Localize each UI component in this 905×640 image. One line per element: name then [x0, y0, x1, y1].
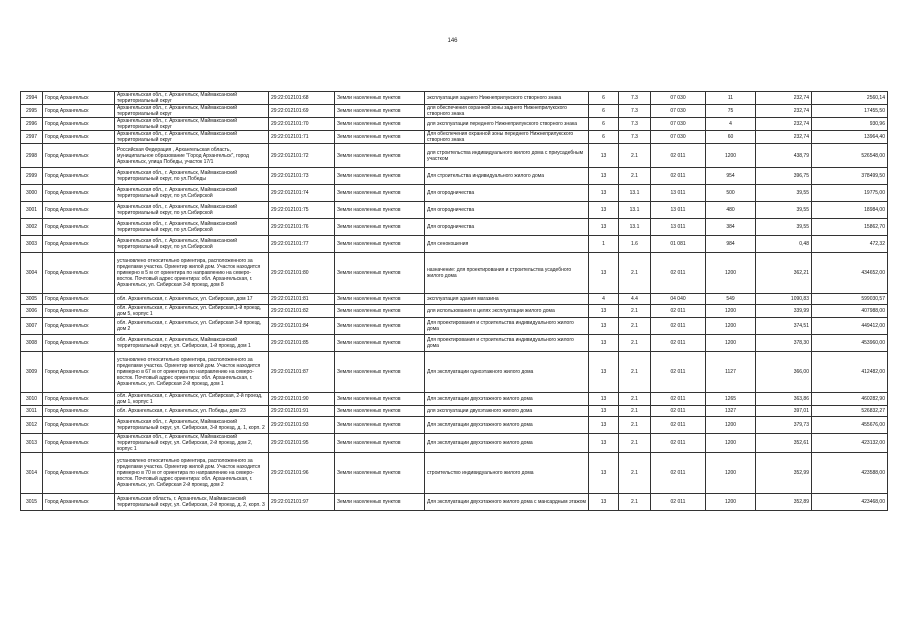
- cell-category: Земли населенных пунктов: [335, 118, 425, 131]
- page-number: 146: [447, 38, 458, 44]
- cell-rate: 39,55: [756, 202, 812, 219]
- cell-cad: 29:22:012101:71: [269, 131, 335, 144]
- cell-use: Для эксплуатации одноэтажного жилого дома: [425, 352, 589, 393]
- cell-cad: 29:22:012101:96: [269, 453, 335, 494]
- table-row: [21, 305, 888, 318]
- cell-category: Земли населенных пунктов: [335, 453, 425, 494]
- cell-area: 1200: [706, 253, 756, 294]
- cell-zone: 13: [589, 406, 619, 417]
- cell-zone: 13: [589, 168, 619, 185]
- cell-rate: 232,74: [756, 92, 812, 105]
- cell-city: Город Архангельск: [43, 494, 115, 511]
- cell-num: 3004: [21, 253, 43, 294]
- cell-zone: 13: [589, 202, 619, 219]
- cell-category: Земли населенных пунктов: [335, 131, 425, 144]
- cell-cad: 29:22:012101:74: [269, 185, 335, 202]
- table-row: [21, 494, 888, 511]
- cell-code: 02 011: [651, 253, 706, 294]
- cell-use: Для проектирования и строительства индивидуального жилого дома: [425, 335, 589, 352]
- cell-area: 1327: [706, 406, 756, 417]
- cell-address: Архангельская обл., г. Архангельск, Маймаксанский территориальный округ: [115, 105, 269, 118]
- cell-use: эксплуатация заднего Нижнеприлукского створного знака: [425, 92, 589, 105]
- cell-address: Архангельская обл., г. Архангельск, Маймаксанский территориальный округ, ул. Сибирская, 3-й проезд, д. 1, корп. 2: [115, 417, 269, 434]
- cell-city: Город Архангельск: [43, 417, 115, 434]
- cell-value: 19775,00: [812, 185, 888, 202]
- cell-address: Архангельская область, г. Архангельск, Маймаксанский территориальный округ, ул. Сибирская, 2-й проезд, д. 2, корп. 3: [115, 494, 269, 511]
- cell-category: Земли населенных пунктов: [335, 202, 425, 219]
- cell-address: установлено относительно ориентира, расположенного за пределами участка. Ориентир жилой дом. Участок находится примерно в 70 м от ориентира по направлению на северо-восток. Почтовый адрес ориентира: обл. Архангельская, г. Архангельск, ул. Сибирская 2-й проезд, дом 2: [115, 453, 269, 494]
- cell-address: Российская Федерация , Архангельская область, муниципальное образование "Город Архангельск", город Архангельск, улица Победы, участок 17/1: [115, 144, 269, 168]
- cell-value: 930,96: [812, 118, 888, 131]
- cell-c7: 2.1: [619, 434, 651, 453]
- cell-num: 3000: [21, 185, 43, 202]
- cell-category: Земли населенных пунктов: [335, 236, 425, 253]
- cell-city: Город Архангельск: [43, 105, 115, 118]
- cell-cad: 29:22:012101:76: [269, 219, 335, 236]
- cell-num: 3008: [21, 335, 43, 352]
- cell-cad: 29:22:012101:85: [269, 335, 335, 352]
- cell-rate: 379,73: [756, 417, 812, 434]
- cell-rate: 39,55: [756, 185, 812, 202]
- cell-use: Для эксплуатации двухэтажного жилого дома с мансардным этажом: [425, 494, 589, 511]
- cell-rate: 352,89: [756, 494, 812, 511]
- cell-code: 04 040: [651, 294, 706, 305]
- table-row: [21, 453, 888, 494]
- cell-code: 07 030: [651, 131, 706, 144]
- cell-num: 3014: [21, 453, 43, 494]
- cell-cad: 29:22:012101:87: [269, 352, 335, 393]
- cell-rate: 0,48: [756, 236, 812, 253]
- cell-code: 01 081: [651, 236, 706, 253]
- cell-num: 3009: [21, 352, 43, 393]
- cell-address: обл. Архангельская, г. Архангельск, ул. Сибирская 3-й проезд, дом 2: [115, 318, 269, 335]
- cell-rate: 1090,83: [756, 294, 812, 305]
- cell-rate: 374,51: [756, 318, 812, 335]
- cell-city: Город Архангельск: [43, 406, 115, 417]
- cell-value: 2560,14: [812, 92, 888, 105]
- cell-address: Архангельская обл., г. Архангельск, Маймаксанский территориальный округ, ул. Сибирская, 2-й проезд, дом 2, корпус 1: [115, 434, 269, 453]
- cell-category: Земли населенных пунктов: [335, 406, 425, 417]
- cell-city: Город Архангельск: [43, 305, 115, 318]
- cell-num: 2994: [21, 92, 43, 105]
- table-row: [21, 185, 888, 202]
- cell-category: Земли населенных пунктов: [335, 253, 425, 294]
- cell-c7: 2.1: [619, 494, 651, 511]
- cell-category: Земли населенных пунктов: [335, 294, 425, 305]
- cell-zone: 13: [589, 434, 619, 453]
- cell-use: Для строительства индивидуального жилого дома: [425, 168, 589, 185]
- cell-city: Город Архангельск: [43, 92, 115, 105]
- cell-c7: 13.1: [619, 202, 651, 219]
- cell-rate: 232,74: [756, 131, 812, 144]
- cell-zone: 6: [589, 92, 619, 105]
- cell-cad: 29:22:012101:69: [269, 105, 335, 118]
- cell-address: Архангельская обл., г. Архангельск, Маймаксанский территориальный округ, по ул.Сибирской: [115, 185, 269, 202]
- cell-value: 423588,00: [812, 453, 888, 494]
- cell-area: 4: [706, 118, 756, 131]
- cell-address: Архангельская обл., г. Архангельск, Маймаксанский территориальный округ, по ул.Победы: [115, 168, 269, 185]
- cell-category: Земли населенных пунктов: [335, 494, 425, 511]
- cell-city: Город Архангельск: [43, 335, 115, 352]
- cell-value: 526832,27: [812, 406, 888, 417]
- cell-zone: 13: [589, 318, 619, 335]
- cell-value: 407988,00: [812, 305, 888, 318]
- cell-category: Земли населенных пунктов: [335, 305, 425, 318]
- cell-rate: 397,01: [756, 406, 812, 417]
- cell-zone: 13: [589, 352, 619, 393]
- cell-zone: 13: [589, 219, 619, 236]
- cell-code: 02 011: [651, 144, 706, 168]
- cell-c7: 7.3: [619, 118, 651, 131]
- cell-zone: 6: [589, 105, 619, 118]
- cell-use: Для огородничества: [425, 185, 589, 202]
- cell-area: 60: [706, 131, 756, 144]
- cell-c7: 2.1: [619, 144, 651, 168]
- cell-address: обл. Архангельская, г. Архангельск, ул. Сибирская, 2-й проезд, дом 1, корпус 1: [115, 393, 269, 406]
- cell-use: Для обеспечения охранной зоны переднего Нижнеприлукского створного знака: [425, 131, 589, 144]
- cell-rate: 39,55: [756, 219, 812, 236]
- cell-use: Для эксплуатации двухэтажного жилого дома: [425, 434, 589, 453]
- cell-use: Для эксплуатации двухэтажного жилого дома: [425, 417, 589, 434]
- cell-value: 17455,50: [812, 105, 888, 118]
- table-row: [21, 318, 888, 335]
- cell-code: 13 011: [651, 202, 706, 219]
- cell-c7: 2.1: [619, 352, 651, 393]
- cell-code: 02 011: [651, 494, 706, 511]
- cell-rate: 366,00: [756, 352, 812, 393]
- cell-zone: 13: [589, 305, 619, 318]
- cell-address: Архангельская обл., г. Архангельск, Маймаксанский территориальный округ, по ул.Сибирской: [115, 219, 269, 236]
- cell-code: 13 011: [651, 219, 706, 236]
- cell-zone: 13: [589, 335, 619, 352]
- cell-c7: 1.6: [619, 236, 651, 253]
- cell-zone: 13: [589, 185, 619, 202]
- cell-city: Город Архангельск: [43, 118, 115, 131]
- cell-zone: 1: [589, 236, 619, 253]
- cell-c7: 2.1: [619, 168, 651, 185]
- table-row: [21, 236, 888, 253]
- cell-use: строительство индивидуального жилого дома: [425, 453, 589, 494]
- cell-num: 2999: [21, 168, 43, 185]
- cell-use: для эксплуатации переднего Нижнеприлукского створного знака: [425, 118, 589, 131]
- table-row: [21, 118, 888, 131]
- cell-num: 2997: [21, 131, 43, 144]
- table-row: [21, 406, 888, 417]
- cell-category: Земли населенных пунктов: [335, 92, 425, 105]
- cell-cad: 29:22:012101:81: [269, 294, 335, 305]
- table-row: [21, 294, 888, 305]
- cell-zone: 4: [589, 294, 619, 305]
- cell-value: 453960,00: [812, 335, 888, 352]
- cell-value: 526548,00: [812, 144, 888, 168]
- cell-num: 3002: [21, 219, 43, 236]
- cell-city: Город Архангельск: [43, 393, 115, 406]
- cell-c7: 2.1: [619, 406, 651, 417]
- cell-c7: 13.1: [619, 185, 651, 202]
- cell-city: Город Архангельск: [43, 294, 115, 305]
- table-row: [21, 219, 888, 236]
- table-row: [21, 352, 888, 393]
- cell-num: 3012: [21, 417, 43, 434]
- cell-num: 3013: [21, 434, 43, 453]
- cell-city: Город Архангельск: [43, 318, 115, 335]
- cell-cad: 29:22:012101:95: [269, 434, 335, 453]
- cell-rate: 362,21: [756, 253, 812, 294]
- table-row: [21, 253, 888, 294]
- cell-address: обл. Архангельская, г. Архангельск, ул. Победы, дом 23: [115, 406, 269, 417]
- cell-city: Город Архангельск: [43, 453, 115, 494]
- cell-zone: 13: [589, 417, 619, 434]
- land-plots-table: [20, 91, 888, 511]
- cell-c7: 2.1: [619, 393, 651, 406]
- cell-num: 3003: [21, 236, 43, 253]
- cell-num: 3007: [21, 318, 43, 335]
- cell-code: 02 011: [651, 453, 706, 494]
- cell-value: 455676,00: [812, 417, 888, 434]
- cell-rate: 339,99: [756, 305, 812, 318]
- cell-area: 75: [706, 105, 756, 118]
- cell-cad: 29:22:012101:93: [269, 417, 335, 434]
- cell-zone: 13: [589, 393, 619, 406]
- cell-city: Город Архангельск: [43, 219, 115, 236]
- cell-city: Город Архангельск: [43, 352, 115, 393]
- cell-use: Для эксплуатации двухэтажного жилого дома: [425, 393, 589, 406]
- cell-num: 3005: [21, 294, 43, 305]
- cell-c7: 2.1: [619, 305, 651, 318]
- cell-code: 02 011: [651, 417, 706, 434]
- cell-use: для эксплуатации двухэтажного жилого дома: [425, 406, 589, 417]
- cell-use: назначение: для проектирования и строительства усадебного жилого дома: [425, 253, 589, 294]
- cell-rate: 232,74: [756, 118, 812, 131]
- cell-value: 412482,00: [812, 352, 888, 393]
- cell-cad: 29:22:012101:77: [269, 236, 335, 253]
- cell-cad: 29:22:012101:84: [269, 318, 335, 335]
- cell-c7: 4.4: [619, 294, 651, 305]
- cell-value: 378499,50: [812, 168, 888, 185]
- cell-area: 549: [706, 294, 756, 305]
- cell-code: 07 030: [651, 92, 706, 105]
- cell-category: Земли населенных пунктов: [335, 168, 425, 185]
- cell-c7: 7.3: [619, 105, 651, 118]
- cell-code: 07 030: [651, 105, 706, 118]
- cell-num: 3006: [21, 305, 43, 318]
- cell-city: Город Архангельск: [43, 144, 115, 168]
- cell-num: 2996: [21, 118, 43, 131]
- cell-address: Архангельская обл., г. Архангельск, Маймаксанский территориальный округ: [115, 92, 269, 105]
- cell-area: 1265: [706, 393, 756, 406]
- cell-category: Земли населенных пунктов: [335, 185, 425, 202]
- cell-cad: 29:22:012101:90: [269, 393, 335, 406]
- cell-area: 384: [706, 219, 756, 236]
- table-row: [21, 144, 888, 168]
- cell-value: 449412,00: [812, 318, 888, 335]
- cell-code: 02 011: [651, 335, 706, 352]
- cell-value: 423468,00: [812, 494, 888, 511]
- cell-value: 423132,00: [812, 434, 888, 453]
- cell-value: 15862,70: [812, 219, 888, 236]
- cell-code: 13 011: [651, 185, 706, 202]
- cell-rate: 232,74: [756, 105, 812, 118]
- cell-code: 02 011: [651, 393, 706, 406]
- cell-city: Город Архангельск: [43, 202, 115, 219]
- cell-zone: 13: [589, 494, 619, 511]
- cell-address: установлено относительно ориентира, расположенного за пределами участка. Ориентир жилой дом. Участок находится примерно в 67 м от ориентира по направлению на северо-восток. Почтовый адрес ориентира: обл. Архангельская, г. Архангельск, ул. Сибирская 2-й проезд, дом 1: [115, 352, 269, 393]
- cell-city: Город Архангельск: [43, 185, 115, 202]
- cell-cad: 29:22:012101:75: [269, 202, 335, 219]
- cell-area: 1200: [706, 144, 756, 168]
- cell-category: Земли населенных пунктов: [335, 144, 425, 168]
- cell-address: обл. Архангельская, г. Архангельск, ул. Сибирская, дом 17: [115, 294, 269, 305]
- table-row: [21, 434, 888, 453]
- cell-category: Земли населенных пунктов: [335, 335, 425, 352]
- cell-address: обл. Архангельская, г. Архангельск, ул. Сибирская,1-й проезд, дом 5, корпус 1: [115, 305, 269, 318]
- cell-zone: 13: [589, 144, 619, 168]
- cell-use: Для огородничества: [425, 219, 589, 236]
- cell-city: Город Архангельск: [43, 253, 115, 294]
- cell-area: 1200: [706, 305, 756, 318]
- cell-category: Земли населенных пунктов: [335, 219, 425, 236]
- cell-area: 11: [706, 92, 756, 105]
- cell-cad: 29:22:012101:82: [269, 305, 335, 318]
- table-row: [21, 168, 888, 185]
- cell-area: 1200: [706, 453, 756, 494]
- cell-value: 460282,90: [812, 393, 888, 406]
- cell-code: 02 011: [651, 318, 706, 335]
- cell-category: Земли населенных пунктов: [335, 318, 425, 335]
- cell-c7: 2.1: [619, 453, 651, 494]
- cell-city: Город Архангельск: [43, 434, 115, 453]
- cell-rate: 438,79: [756, 144, 812, 168]
- cell-cad: 29:22:012101:97: [269, 494, 335, 511]
- table-row: [21, 393, 888, 406]
- cell-num: 3010: [21, 393, 43, 406]
- table-row: [21, 202, 888, 219]
- cell-rate: 363,86: [756, 393, 812, 406]
- cell-value: 599030,57: [812, 294, 888, 305]
- cell-num: 3001: [21, 202, 43, 219]
- cell-area: 1200: [706, 494, 756, 511]
- cell-address: Архангельская обл., г. Архангельск, Маймаксанский территориальный округ: [115, 118, 269, 131]
- cell-cad: 29:22:012101:80: [269, 253, 335, 294]
- table-row: [21, 92, 888, 105]
- cell-area: 1200: [706, 335, 756, 352]
- cell-cad: 29:22:012101:68: [269, 92, 335, 105]
- cell-address: Архангельская обл., г. Архангельск, Маймаксанский территориальный округ, по ул.Сибирской: [115, 236, 269, 253]
- cell-code: 07 030: [651, 118, 706, 131]
- cell-address: Архангельская обл., г. Архангельск, Маймаксанский территориальный округ, по ул.Сибирской: [115, 202, 269, 219]
- cell-use: для строительства индивидуального жилого дома с приусадебным участком: [425, 144, 589, 168]
- cell-use: для обеспечения охранной зоны заднего Нижнеприлукского створного знака: [425, 105, 589, 118]
- cell-c7: 2.1: [619, 318, 651, 335]
- cell-zone: 6: [589, 131, 619, 144]
- cell-use: Для огородничества: [425, 202, 589, 219]
- cell-address: установлено относительно ориентира, расположенного за пределами участка. Ориентир жилой дом. Участок находится примерно в 5 м от ориентира по направлению на северо-восток. Почтовый адрес ориентира: обл. Архангельская, г. Архангельск, ул. Сибирская 3-й проезд, дом 8: [115, 253, 269, 294]
- cell-area: 1127: [706, 352, 756, 393]
- table-row: [21, 417, 888, 434]
- cell-use: Для сенокошения: [425, 236, 589, 253]
- cell-c7: 2.1: [619, 335, 651, 352]
- cell-code: 02 011: [651, 352, 706, 393]
- cell-area: 1200: [706, 318, 756, 335]
- cell-num: 2998: [21, 144, 43, 168]
- cell-rate: 378,30: [756, 335, 812, 352]
- cell-num: 3011: [21, 406, 43, 417]
- cell-area: 1200: [706, 417, 756, 434]
- cell-category: Земли населенных пунктов: [335, 352, 425, 393]
- cell-area: 500: [706, 185, 756, 202]
- cell-code: 02 011: [651, 406, 706, 417]
- table-row: [21, 131, 888, 144]
- cell-c7: 2.1: [619, 253, 651, 294]
- cell-rate: 396,75: [756, 168, 812, 185]
- cell-c7: 7.3: [619, 92, 651, 105]
- cell-code: 02 011: [651, 168, 706, 185]
- table-row: [21, 105, 888, 118]
- cell-cad: 29:22:012101:72: [269, 144, 335, 168]
- cell-cad: 29:22:012101:73: [269, 168, 335, 185]
- cell-value: 472,32: [812, 236, 888, 253]
- cell-c7: 7.3: [619, 131, 651, 144]
- cell-area: 1200: [706, 434, 756, 453]
- cell-value: 434652,00: [812, 253, 888, 294]
- cell-category: Земли населенных пунктов: [335, 434, 425, 453]
- cell-value: 13964,40: [812, 131, 888, 144]
- cell-cad: 29:22:012101:91: [269, 406, 335, 417]
- cell-area: 480: [706, 202, 756, 219]
- cell-code: 02 011: [651, 305, 706, 318]
- cell-rate: 352,61: [756, 434, 812, 453]
- cell-category: Земли населенных пунктов: [335, 393, 425, 406]
- cell-rate: 352,99: [756, 453, 812, 494]
- cell-address: обл. Архангельская, г. Архангельск, Маймаксанский территориальный округ, ул. Сибирская, 1-й проезд, дом 1: [115, 335, 269, 352]
- cell-use: Для проектирования и строительства индивидуального жилого дома: [425, 318, 589, 335]
- cell-category: Земли населенных пунктов: [335, 105, 425, 118]
- cell-category: Земли населенных пунктов: [335, 417, 425, 434]
- cell-zone: 13: [589, 453, 619, 494]
- cell-value: 18984,00: [812, 202, 888, 219]
- cell-area: 984: [706, 236, 756, 253]
- table-row: [21, 335, 888, 352]
- cell-city: Город Архангельск: [43, 131, 115, 144]
- cell-c7: 13.1: [619, 219, 651, 236]
- cell-city: Город Архангельск: [43, 168, 115, 185]
- cell-use: для использования в целях эксплуатации жилого дома: [425, 305, 589, 318]
- cell-zone: 13: [589, 253, 619, 294]
- cell-c7: 2.1: [619, 417, 651, 434]
- cell-area: 954: [706, 168, 756, 185]
- cell-city: Город Архангельск: [43, 236, 115, 253]
- cell-num: 2995: [21, 105, 43, 118]
- cell-code: 02 011: [651, 434, 706, 453]
- cell-use: эксплуатация здания магазина: [425, 294, 589, 305]
- cell-cad: 29:22:012101:70: [269, 118, 335, 131]
- cell-address: Архангельская обл., г. Архангельск, Маймаксанский территориальный округ: [115, 131, 269, 144]
- cell-zone: 6: [589, 118, 619, 131]
- cell-num: 3015: [21, 494, 43, 511]
